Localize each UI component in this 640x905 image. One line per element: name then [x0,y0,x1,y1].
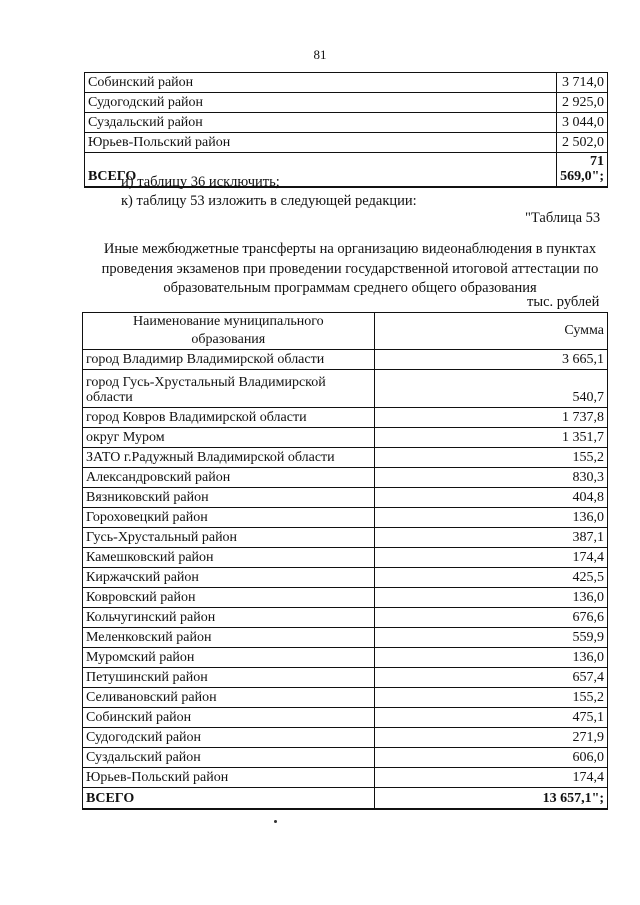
amount: 136,0 [374,648,607,668]
amount: 676,6 [374,608,607,628]
table-row [83,428,608,448]
municipality-name: Селивановский район [83,688,375,708]
table-row [85,93,608,113]
table-row [83,408,608,428]
heading-line: проведения экзаменов при проведении государственной итоговой аттестации по [101,260,599,277]
table-row [85,113,608,133]
table-row [83,728,608,748]
amount: 174,4 [374,768,607,788]
district-name: Юрьев-Польский район [85,133,557,153]
amount: 136,0 [374,588,607,608]
municipality-name: город Владимир Владимирской области [83,350,375,370]
table-row [83,488,608,508]
amount: 174,4 [374,548,607,568]
amount: 559,9 [374,628,607,648]
amount: 3 665,1 [374,350,607,370]
item-k-text: к) таблицу 53 изложить в следующей редакции: [121,193,417,209]
table-row [83,350,608,370]
amount: 404,8 [374,488,607,508]
municipality-name: округ Муром [83,428,375,448]
amount: 540,7 [374,370,607,408]
amount: 606,0 [374,748,607,768]
municipality-name: город Ковров Владимирской области [83,408,375,428]
amount: 425,5 [374,568,607,588]
total-amount: 71 569,0"; [556,153,607,188]
amount: 136,0 [374,508,607,528]
municipality-name: Кольчугинский район [83,608,375,628]
table-row [83,648,608,668]
municipality-name: Ковровский район [83,588,375,608]
district-name: Суздальский район [85,113,557,133]
total-label: ВСЕГО [85,153,557,188]
municipality-name [83,370,375,408]
municipality-name: Муромский район [83,648,375,668]
amount: 830,3 [374,468,607,488]
transfers-table [82,312,608,810]
district-name: Собинский район [85,73,557,93]
district-name: Судогодский район [85,93,557,113]
header-name-line: Наименование муниципального [133,314,324,329]
municipality-name: Камешковский район [83,548,375,568]
amount: 1 737,8 [374,408,607,428]
table-heading [70,240,630,299]
table-row [83,448,608,468]
municipality-name: Гусь-Хрустальный район [83,528,375,548]
amount: 475,1 [374,708,607,728]
table-row [83,668,608,688]
municipality-name: Юрьев-Польский район [83,768,375,788]
amount: 2 925,0 [556,93,607,113]
continued-table [84,72,608,188]
header-name-line: образования [191,332,266,347]
municipality-name: Киржачский район [83,568,375,588]
amount: 657,4 [374,668,607,688]
total-label: ВСЕГО [83,788,375,810]
amount: 271,9 [374,728,607,748]
scan-speck [274,820,277,823]
municipality-name: ЗАТО г.Радужный Владимирской области [83,448,375,468]
amount: 2 502,0 [556,133,607,153]
table-row [85,73,608,93]
table-row [83,370,608,408]
heading-line: Иные межбюджетные трансферты на организацию видеонаблюдения в пунктах [103,241,597,257]
municipality-name: Александровский район [83,468,375,488]
municipality-name: Вязниковский район [83,488,375,508]
table-row [83,688,608,708]
units-label: тыс. рублей [527,294,600,310]
item-i-text: и) таблицу 36 исключить; [121,174,280,190]
municipality-name: Гороховецкий район [83,508,375,528]
table-header-row [83,313,608,350]
table-label: "Таблица 53 [525,210,601,226]
amount: 3 044,0 [556,113,607,133]
amount: 155,2 [374,688,607,708]
table-row [83,568,608,588]
municipality-name: Судогодский район [83,728,375,748]
table-row [83,548,608,568]
page-number: 81 [313,47,327,62]
table-row [83,768,608,788]
total-row [83,788,608,810]
table-row [83,708,608,728]
amount: 3 714,0 [556,73,607,93]
header-name [83,313,375,350]
total-amount: 13 657,1"; [374,788,607,810]
amount: 155,2 [374,448,607,468]
table-row [83,468,608,488]
header-sum: Сумма [374,313,607,350]
table-row [85,133,608,153]
table-row [83,588,608,608]
municipality-name-line: город Гусь-Хрустальный Владимирской [86,375,326,390]
municipality-name: Меленковский район [83,628,375,648]
table-row [83,528,608,548]
heading-line: образовательным программам среднего общего образования [163,280,537,296]
table-row [83,608,608,628]
municipality-name: Суздальский район [83,748,375,768]
amount: 387,1 [374,528,607,548]
amount: 1 351,7 [374,428,607,448]
table-row [83,508,608,528]
municipality-name-line: области [86,390,133,405]
municipality-name: Петушинский район [83,668,375,688]
table-row [83,628,608,648]
table-row [83,748,608,768]
municipality-name: Собинский район [83,708,375,728]
